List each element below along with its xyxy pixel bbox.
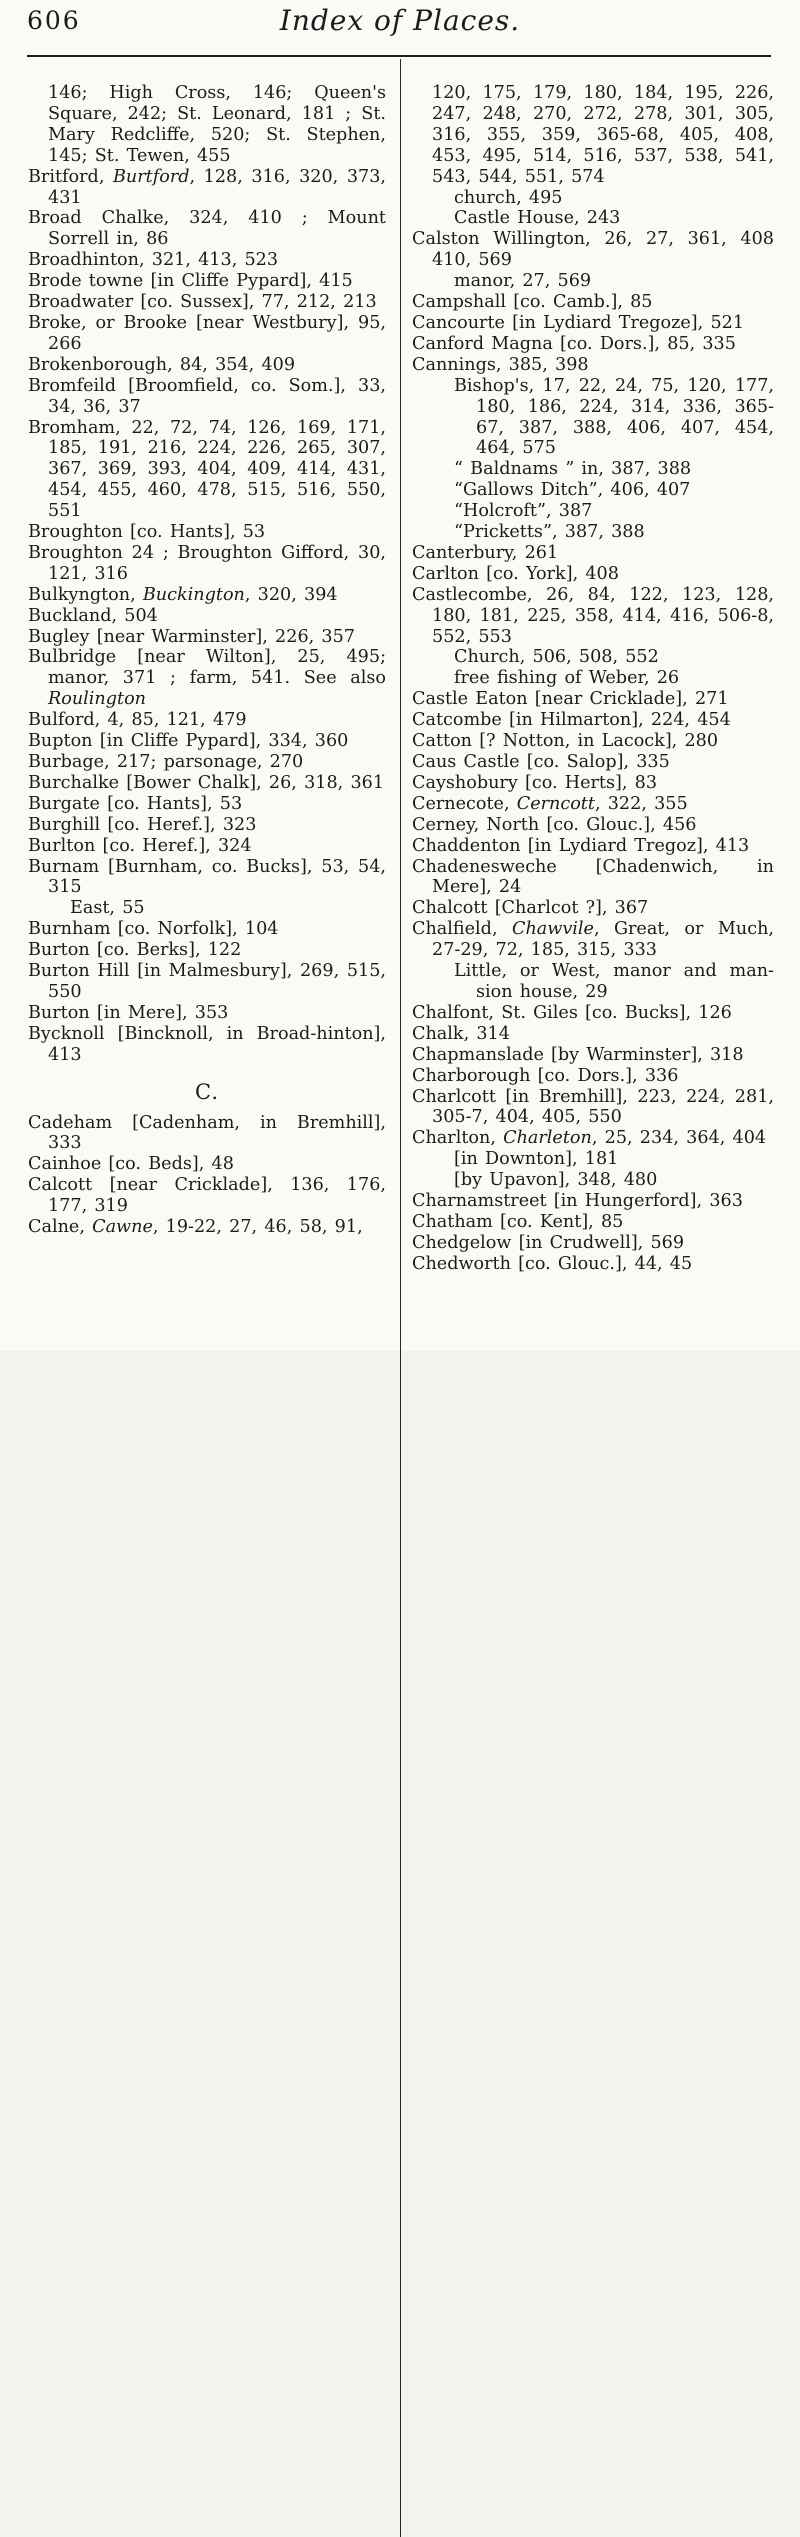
index-entry: Broad Chalke, 324, 410 ; Mount Sorrell in, 86 [28, 208, 386, 250]
index-entry: Broughton [co. Hants], 53 [28, 522, 266, 543]
index-entry: Campshall [co. Camb.], 85 [412, 292, 653, 313]
index-entry: East, 55 [70, 898, 145, 919]
index-entry: Church, 506, 508, 552 [454, 647, 659, 668]
page-number: 606 [27, 6, 81, 35]
index-entry: Chedgelow [in Crudwell], 569 [412, 1232, 685, 1253]
index-entry: Little, or West, manor and man-sion house, 29 [454, 961, 774, 1002]
index-entry: Bulford, 4, 85, 121, 479 [28, 710, 247, 731]
index-entry: “ Baldnams ” in, 387, 388 [454, 459, 692, 480]
left-column [28, 83, 399, 1275]
index-entry: Chalfield, Chawvile, Great, or Much, 27-29, 72, 185, 315, 333 [412, 919, 775, 961]
index-entry: Chedworth [co. Glouc.], 44, 45 [412, 1253, 693, 1274]
index-entry: Bugley [near Warminster], 226, 357 [28, 626, 356, 647]
index-entry: Britford, Burtford, 128, 316, 320, 373, 431 [28, 166, 386, 208]
page-title: Index of Places. [279, 4, 521, 37]
index-entry: Brode towne [in Cliffe Pypard], 415 [28, 271, 353, 292]
index-entry: Burton [co. Berks], 122 [28, 940, 242, 961]
index-entry: Bishop's, 17, 22, 24, 75, 120, 177, 180, 186, 224, 314, 336, 365-67, 387, 388, 406, 407, 454, 464, 575 [454, 375, 774, 459]
index-entry: Bromfeild [Broomfield, co. Som.], 33, 34, 36, 37 [28, 375, 386, 417]
index-entry: Brokenborough, 84, 354, 409 [28, 354, 296, 375]
index-entry: Canterbury, 261 [412, 542, 559, 563]
index-entry: Bycknoll [Bincknoll, in Broad-hinton], 413 [28, 1023, 386, 1065]
index-entry: Burlton [co. Heref.], 324 [28, 835, 252, 856]
index-entry: Bulbridge [near Wilton], 25, 495; manor, 371 ; farm, 541. See also Roulington [28, 647, 386, 710]
index-entry: Cadeham [Cadenham, in Bremhill], 333 [28, 1112, 386, 1154]
index-entry: “Gallows Ditch”, 406, 407 [454, 480, 691, 501]
index-entry: Burbage, 217; parsonage, 270 [28, 752, 304, 772]
index-entry: Bulkyngton, Buckington, 320, 394 [28, 584, 338, 605]
index-entry: free fishing of Weber, 26 [454, 668, 680, 689]
index-columns [0, 57, 800, 1275]
index-entry: [in Downton], 181 [454, 1149, 619, 1170]
index-entry: Buckland, 504 [28, 605, 158, 626]
index-entry: Charlcott [in Bremhill], 223, 224, 281, 305-7, 404, 405, 550 [412, 1086, 774, 1128]
index-entry: Castle House, 243 [454, 208, 621, 229]
index-entry: “Holcroft”, 387 [454, 501, 593, 522]
index-entry: [by Upavon], 348, 480 [454, 1170, 658, 1191]
index-entry: Chapmanslade [by Warminster], 318 [412, 1044, 744, 1065]
index-entry: Canford Magna [co. Dors.], 85, 335 [412, 333, 736, 354]
variant-name-italic: Roulington [48, 689, 147, 710]
column-divider [400, 59, 401, 2537]
index-entry: Chalcott [Charlcot ?], 367 [412, 898, 649, 919]
variant-name-italic: Burtford [112, 166, 190, 187]
index-entry: 146; High Cross, 146; Queen's Square, 242; St. Leonard, 181 ; St. Mary Redcliffe, 520; St. Stephen, 145; St. Tewen, 455 [48, 83, 386, 166]
variant-name-italic: Charleton [503, 1128, 592, 1149]
page-header [0, 0, 800, 57]
index-entry: Charlton, Charleton, 25, 234, 364, 404 [412, 1128, 767, 1149]
index-entry: Bromham, 22, 72, 74, 126, 169, 171, 185, 191, 216, 224, 226, 265, 307, 367, 369, 393, 404, 409, 414, 431, 454, 455, 460, 478, 515, 516, 550, 551 [28, 417, 386, 522]
index-entry: Burnham [co. Norfolk], 104 [28, 919, 279, 940]
index-entry: Castle Eaton [near Cricklade], 271 [412, 689, 729, 710]
right-column [399, 83, 774, 1275]
index-entry: Broadwater [co. Sussex], 77, 212, 213 [28, 292, 377, 313]
index-entry: Cerney, North [co. Glouc.], 456 [412, 814, 697, 835]
variant-name-italic: Cawne [92, 1217, 153, 1238]
index-entry: Charborough [co. Dors.], 336 [412, 1065, 679, 1086]
index-entry: Calcott [near Cricklade], 136, 176, 177, 319 [28, 1175, 386, 1217]
index-entry: Cancourte [in Lydiard Tregoze], 521 [412, 312, 745, 333]
variant-name-italic: Chawvile [511, 919, 594, 940]
index-entry: manor, 27, 569 [454, 271, 592, 292]
index-entry: Calne, Cawne, 19-22, 27, 46, 58, 91, [28, 1217, 363, 1238]
index-entry: Cannings, 385, 398 [412, 354, 589, 375]
index-entry: Cayshobury [co. Herts], 83 [412, 772, 658, 793]
index-entry: Bupton [in Cliffe Pypard], 334, 360 [28, 731, 349, 752]
index-entry: Chaddenton [in Lydiard Tregoz], 413 [412, 835, 750, 856]
variant-name-italic: Cerncott [516, 793, 595, 814]
index-entry: Chadenesweche [Chadenwich, in Mere], 24 [412, 856, 774, 898]
index-entry: Broadhinton, 321, 413, 523 [28, 250, 279, 271]
index-entry: Burghill [co. Heref.], 323 [28, 814, 257, 835]
index-entry: Caus Castle [co. Salop], 335 [412, 752, 670, 772]
index-entry: Cainhoe [co. Beds], 48 [28, 1154, 234, 1175]
index-entry: 120, 175, 179, 180, 184, 195, 226, 247, 248, 270, 272, 278, 301, 305, 316, 355, 359, 365-68, 405, 408, 453, 495, 514, 516, 537, 538, 541, 543, 544, 551, 574 [432, 83, 774, 187]
index-entry: “Pricketts”, 387, 388 [454, 522, 645, 543]
index-entry: Calston Willington, 26, 27, 361, 408 410, 569 [412, 229, 774, 271]
index-entry: Catcombe [in Hilmarton], 224, 454 [412, 710, 731, 731]
index-entry: Castlecombe, 26, 84, 122, 123, 128, 180, 181, 225, 358, 414, 416, 506-8, 552, 553 [412, 584, 774, 647]
index-entry: Burnam [Burnham, co. Bucks], 53, 54, 315 [28, 856, 386, 898]
index-entry: Chatham [co. Kent], 85 [412, 1211, 624, 1232]
index-entry: Burton [in Mere], 353 [28, 1002, 229, 1023]
index-entry: Chalk, 314 [412, 1023, 510, 1044]
index-entry: Cernecote, Cerncott, 322, 355 [412, 793, 688, 814]
index-entry: Catton [? Notton, in Lacock], 280 [412, 731, 719, 752]
variant-name-italic: Buckington [142, 584, 245, 605]
index-entry: Burchalke [Bower Chalk], 26, 318, 361 [28, 772, 385, 793]
index-entry: Carlton [co. York], 408 [412, 563, 619, 584]
section-heading: C. [195, 1079, 219, 1104]
index-entry: Chalfont, St. Giles [co. Bucks], 126 [412, 1002, 732, 1023]
index-entry: Broke, or Brooke [near Westbury], 95, 266 [28, 312, 386, 354]
index-entry: church, 495 [454, 187, 563, 208]
index-entry: Burgate [co. Hants], 53 [28, 793, 243, 814]
index-entry: Broughton 24 ; Broughton Gifford, 30, 121, 316 [28, 542, 386, 584]
index-entry: Burton Hill [in Malmesbury], 269, 515, 550 [28, 961, 386, 1002]
index-entry: Charnamstreet [in Hungerford], 363 [412, 1191, 743, 1212]
